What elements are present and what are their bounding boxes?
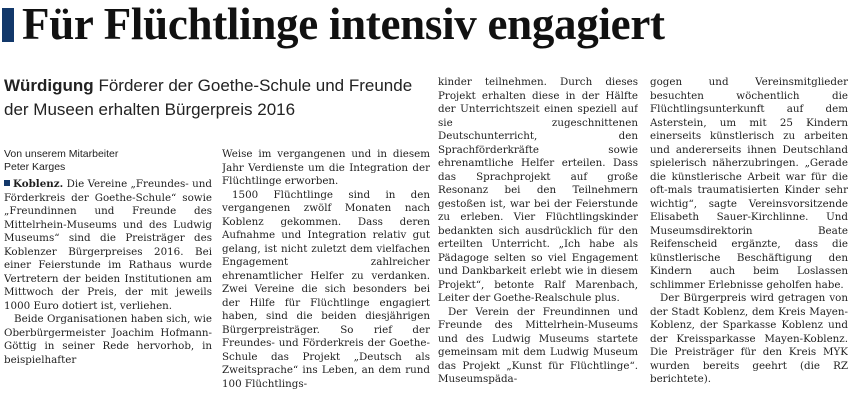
paragraph: gogen und Vereinsmitglieder besuchten wöchentlich die Flüchtlingsunterkunft auf dem Asterstein, um mit 25 Kindern einerseits künstlerisch zu arbeiten und andererseits ihnen Deutschland spielerisch näherzubringen. „Gerade die künstlerische Arbeit war für die oft-mals traumatisierten Kinder sehr wichtig“, sagte Vereinsvorsitzende Elisabeth Sauer-Kirchlinne. Und Museumsdirektorin Beate Reifenscheid ergänzte, dass die künstlerische Beschäftigung den Kindern auch beim Loslassen schlimmer Erlebnisse geholfen habe. [650,76,848,291]
headline-text: Für Flüchtlinge intensiv engagiert [22,0,665,49]
article-column-3 [438,76,638,410]
headline [2,0,665,52]
dateline [4,178,63,190]
paragraph-text: Die Vereine „Freundes- und Förderkreis der Goethe-Schule“ sowie „Freundinnen und Freunde des Mittelrhein-Museums und des Ludwig Museums“ sind die Preisträger des Koblenzer Bürgerpreises 2016. Bei einer Feierstunde im Rathaus wurde Vertretern der beiden Institutionen am Mittwoch der Preis, der mit jeweils 1000 Euro dotiert ist, verliehen. [4,178,212,312]
kicker: Würdigung [4,76,94,95]
paragraph: Der Verein der Freundinnen und Freunde des Mittelrhein-Museums und des Ludwig Museums startete gemeinsam mit dem Ludwig Museum das Projekt „Kunst für Flüchtlinge“. Museumspäda- [438,305,638,385]
paragraph: Beide Organisationen haben sich, wie Oberbürgermeister Joachim Hofmann-Göttig in seiner Rede hervorhob, in beispielhafter [4,313,212,366]
subheadline-text: Förderer der Goethe-Schule und Freunde der Museen erhalten Bürgerpreis 2016 [4,76,413,119]
article-column-4 [650,76,848,410]
paragraph: Weise im vergangenen und in diesem Jahr Verdienste um die Integration der Flüchtlinge erworben. [222,148,430,187]
article-column-2 [222,148,430,410]
subheadline [4,74,414,122]
paragraph: Der Bürgerpreis wird getragen von der Stadt Koblenz, dem Kreis Mayen-Koblenz, der Sparkasse Koblenz und der Kreissparkasse Mayen-Koblenz. Die Preisträger für den Kreis MYK wurden bereits geehrt (die RZ berichtete). [650,292,848,385]
byline-role: Von unserem Mitarbeiter [4,148,119,160]
byline-author: Peter Karges [4,161,66,173]
byline [4,148,204,174]
headline-marker [2,8,14,42]
paragraph: 1500 Flüchtlinge sind in den vergangenen zwölf Monaten nach Koblenz gekommen. Dass deren Aufnahme und Integration relativ gut gelang, ist nicht zuletzt dem vielfachen Engagement zahlreicher ehrenamtlicher Helfer zu verdanken. Zwei Vereine die sich besonders bei der Hilfe für Flüchtlinge engagiert haben, sind die beiden diesjährigen Bürgerpreisträger. So rief der Freundes- und Förderkreis der Goethe-Schule das Projekt „Deutsch als Zweitsprache“ ins Leben, an dem rund 100 Flüchtlings- [222,188,430,390]
dateline-text: Koblenz. [13,178,64,190]
dateline-square-icon [4,180,10,186]
paragraph [4,178,212,313]
article-column-1 [4,178,212,410]
paragraph: kinder teilnehmen. Durch dieses Projekt erhalten diese in der Hälfte der Unterrichtszeit einen speziell auf sie zugeschnittenen Deutschunterricht, den Sprachförderkräfte sowie ehrenamtliche Helfer erteilen. Dass das Sprachprojekt auf große Resonanz bei den Teilnehmern gestoßen ist, war bei der Feierstunde zu erleben. Vier Flüchtlingskinder bedankten sich ausdrücklich für den erteilten Unterricht. „Ich habe als Pädagoge selten so viel Engagement und Dankbarkeit erlebt wie in diesem Projekt“, betonte Ralf Marenbach, Leiter der Goethe-Realschule plus. [438,76,638,304]
